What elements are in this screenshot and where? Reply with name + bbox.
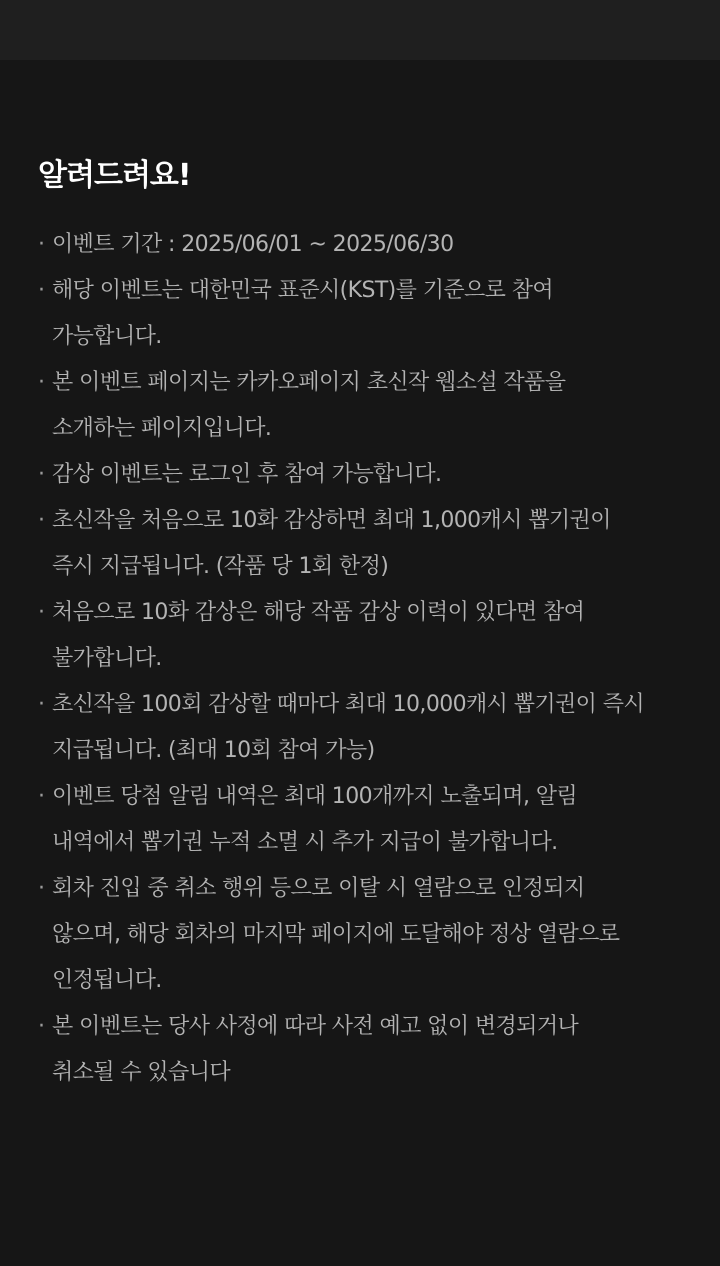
notice-item-reading-rule [38,866,688,1004]
notice-line: 이벤트 기간 : 2025/06/01 ~ 2025/06/30 [52,232,454,257]
notice-list [38,222,688,1096]
bullet-dot: · [38,508,45,533]
notice-line: 내역에서 뽑기권 누적 소멸 시 추가 지급이 불가합니다. [52,830,558,855]
notice-line: 즉시 지급됩니다. (작품 당 1회 한정) [52,554,389,579]
notice-title: 알려드려요! [38,158,191,193]
notice-line: 인정됩니다. [52,968,162,993]
bullet-dot: · [38,1014,45,1039]
notice-section [38,148,688,1096]
bullet-dot: · [38,876,45,901]
notice-line: 않으며, 해당 회차의 마지막 페이지에 도달해야 정상 열람으로 [52,922,620,947]
bullet-dot: · [38,370,45,395]
notice-line: 해당 이벤트는 대한민국 표준시(KST)를 기준으로 참여 [52,278,554,303]
bullet-dot: · [38,600,45,625]
top-bar [0,0,720,60]
notice-item-every-100 [38,682,688,774]
notice-item-timezone [38,268,688,360]
notice-line: 회차 진입 중 취소 행위 등으로 이탈 시 열람으로 인정되지 [52,876,585,901]
notice-item-login [38,452,688,498]
notice-line: 초신작을 100회 감상할 때마다 최대 10,000캐시 뽑기권이 즉시 [52,692,645,717]
notice-item-first-10 [38,498,688,590]
notice-line: 본 이벤트 페이지는 카카오페이지 초신작 웹소설 작품을 [52,370,566,395]
notice-line: 가능합니다. [52,324,162,349]
notice-item-period [38,222,688,268]
bullet-dot: · [38,784,45,809]
bullet-dot: · [38,232,45,257]
notice-item-history [38,590,688,682]
notice-line: 초신작을 처음으로 10화 감상하면 최대 1,000캐시 뽑기권이 [52,508,611,533]
notice-line: 취소될 수 있습니다 [52,1060,231,1085]
notice-line: 소개하는 페이지입니다. [52,416,272,441]
notice-line: 지급됩니다. (최대 10회 참여 가능) [52,738,375,763]
notice-line: 처음으로 10화 감상은 해당 작품 감상 이력이 있다면 참여 [52,600,585,625]
notice-line: 감상 이벤트는 로그인 후 참여 가능합니다. [52,462,442,487]
notice-item-page-intro [38,360,688,452]
notice-line: 불가합니다. [52,646,162,671]
bullet-dot: · [38,692,45,717]
notice-line: 본 이벤트는 당사 사정에 따라 사전 예고 없이 변경되거나 [52,1014,579,1039]
bullet-dot: · [38,462,45,487]
notice-line: 이벤트 당첨 알림 내역은 최대 100개까지 노출되며, 알림 [52,784,578,809]
notice-item-alerts [38,774,688,866]
bullet-dot: · [38,278,45,303]
notice-item-change [38,1004,688,1096]
